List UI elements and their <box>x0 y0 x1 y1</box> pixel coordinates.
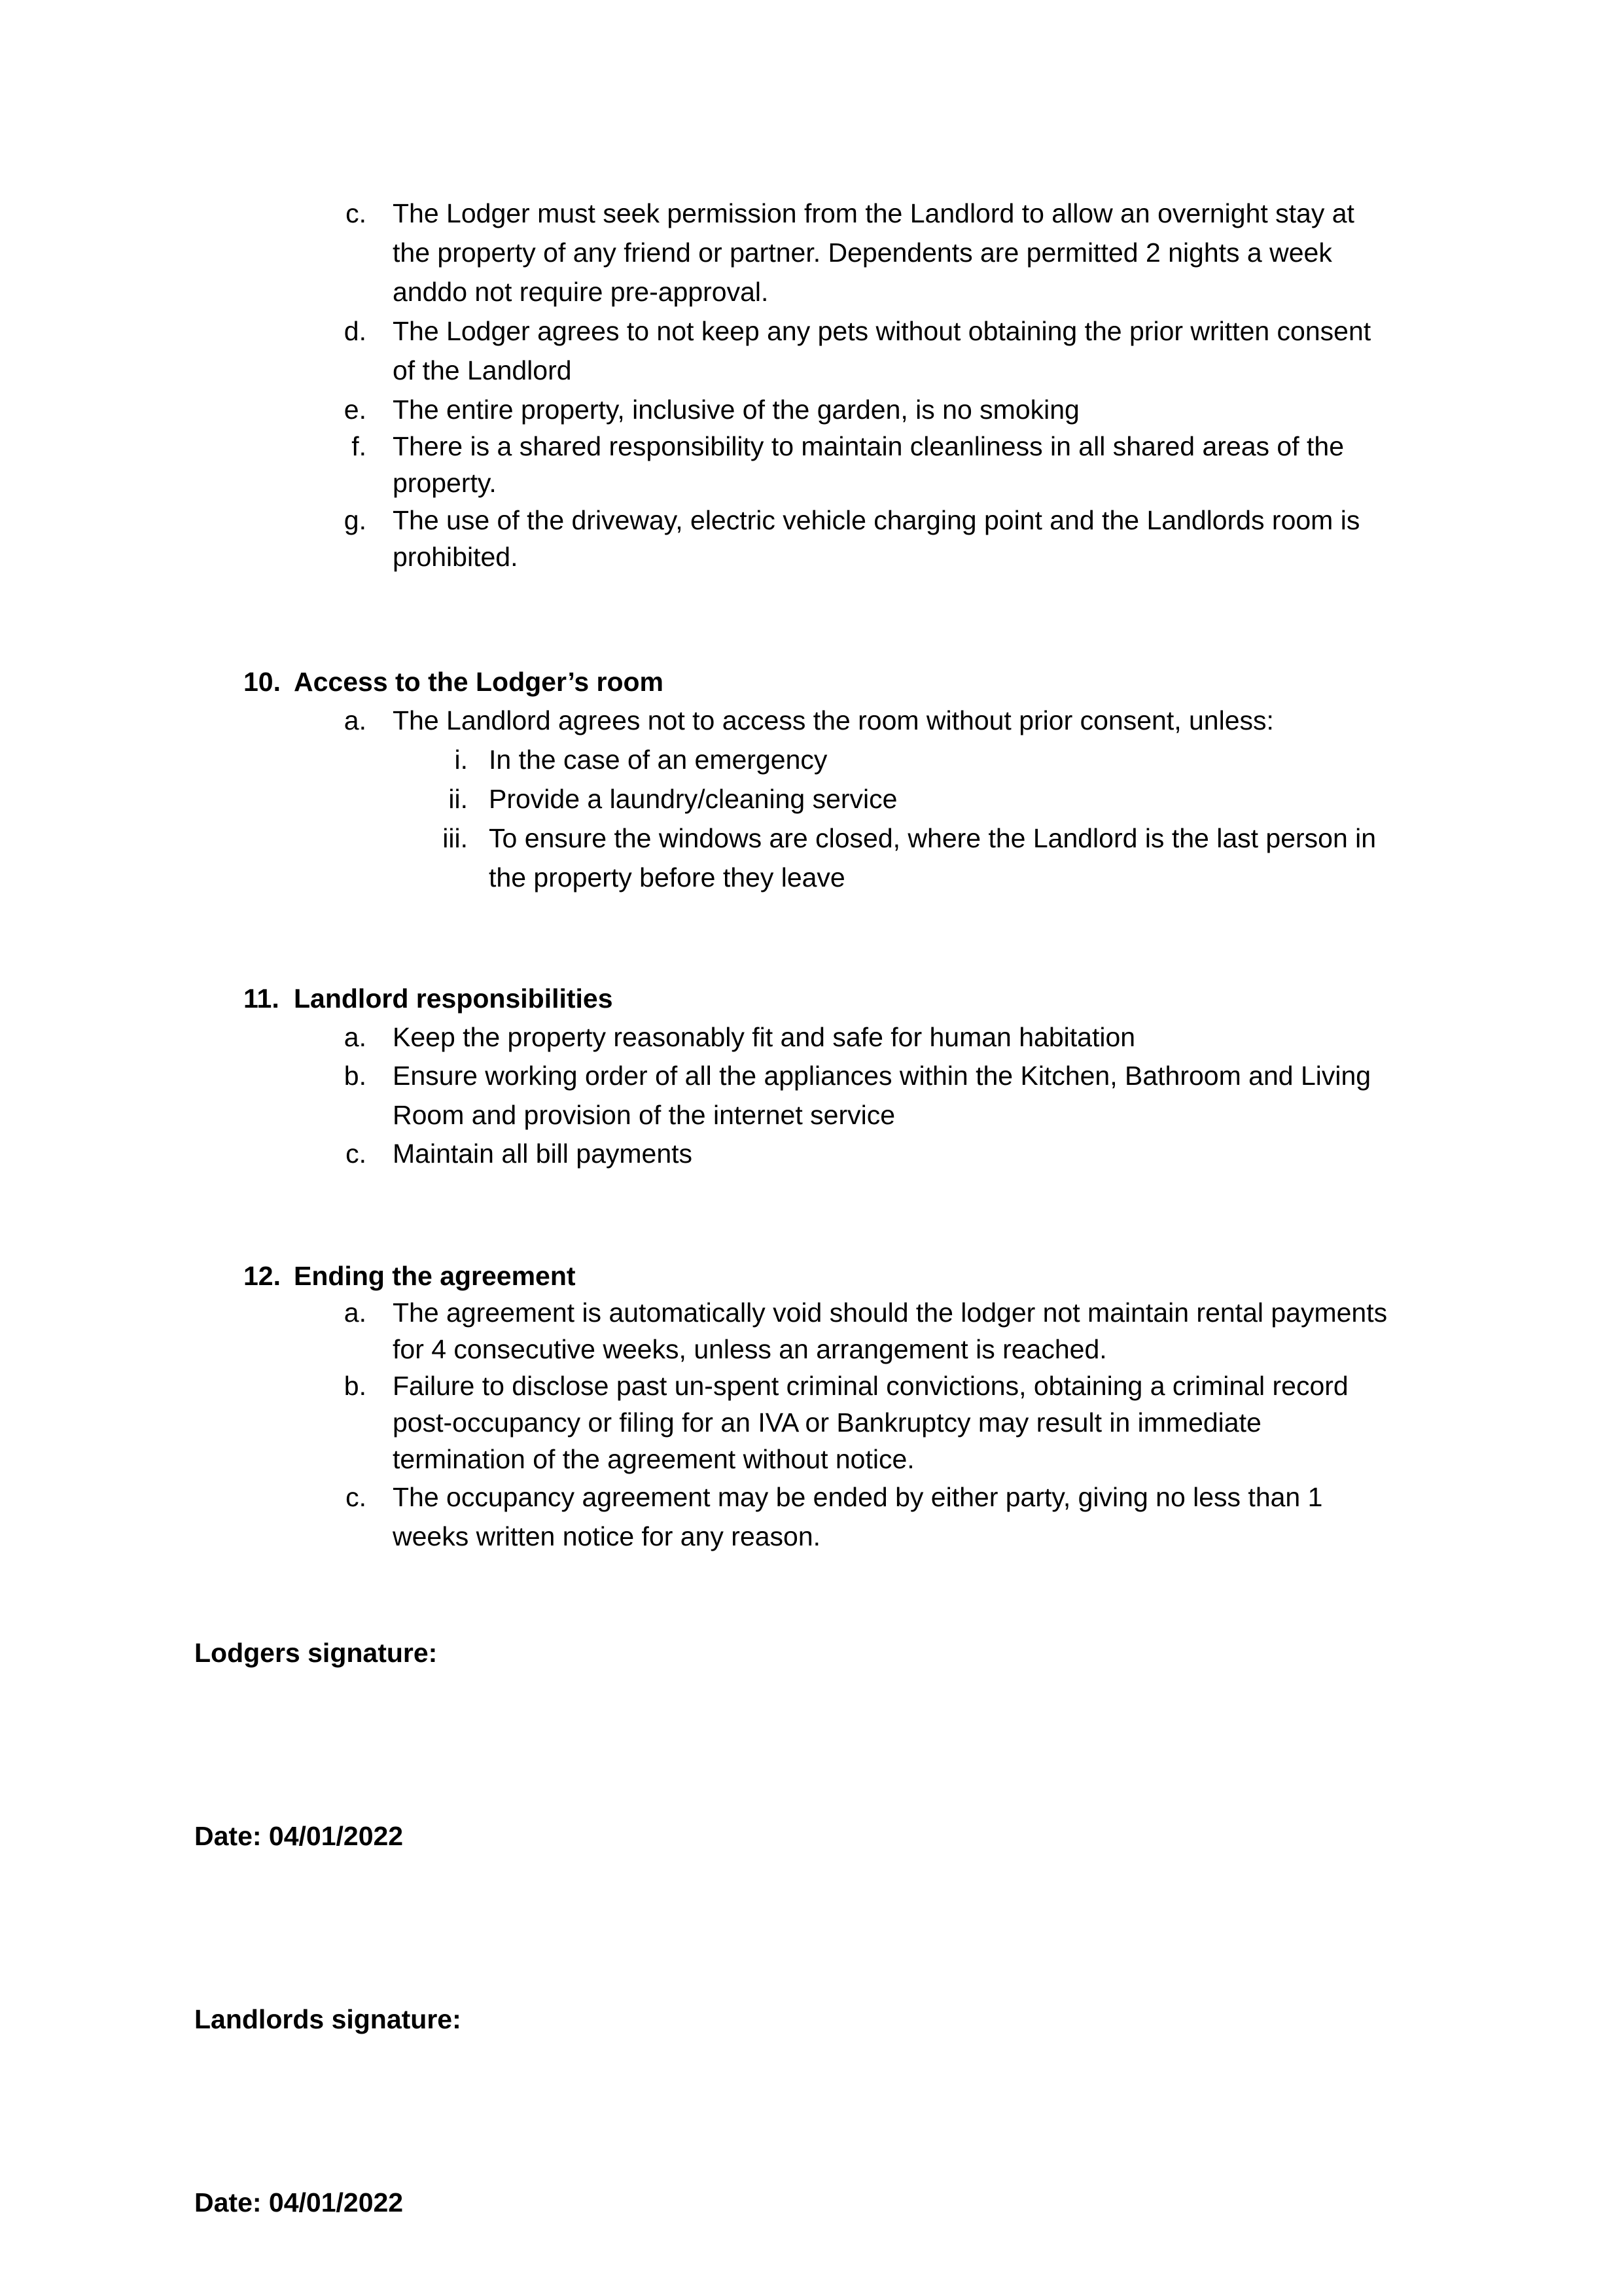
item-marker: e. <box>344 395 366 425</box>
item-text-line: prohibited. <box>393 542 518 572</box>
item-text-line: weeks written notice for any reason. <box>393 1521 821 1551</box>
item-text-line: Maintain all bill payments <box>393 1139 693 1169</box>
lodger-signature-date: Date: 04/01/2022 <box>194 1821 404 1851</box>
item-text-line: The agreement is automatically void should the lodger not maintain rental payments <box>393 1298 1388 1328</box>
lodger-signature-label: Lodgers signature: <box>194 1638 438 1668</box>
item-text-line: Keep the property reasonably fit and safe for human habitation <box>393 1022 1136 1052</box>
item-text-line: The Lodger must seek permission from the Landlord to allow an overnight stay at <box>393 198 1354 228</box>
item-marker: f. <box>351 431 366 461</box>
landlord-signature-label: Landlords signature: <box>194 2004 461 2034</box>
item-marker: d. <box>344 316 366 346</box>
item-marker: c. <box>345 1482 366 1512</box>
item-text-line: post-occupancy or filing for an IVA or Bankruptcy may result in immediate <box>393 1407 1262 1438</box>
subitem-text-line: In the case of an emergency <box>489 745 828 775</box>
item-text-line: Ensure working order of all the appliances within the Kitchen, Bathroom and Living <box>393 1061 1371 1091</box>
subitem-text-line: To ensure the windows are closed, where the Landlord is the last person in <box>489 823 1377 853</box>
item-marker: c. <box>345 1139 366 1169</box>
item-text-line: The occupancy agreement may be ended by either party, giving no less than 1 <box>393 1482 1323 1512</box>
item-text-line: The entire property, inclusive of the garden, is no smoking <box>393 395 1080 425</box>
item-marker: g. <box>344 505 366 535</box>
item-marker: a. <box>344 1022 366 1052</box>
section-heading: Landlord responsibilities <box>294 983 613 1014</box>
subitem-marker: iii. <box>442 823 468 853</box>
item-marker: c. <box>345 198 366 228</box>
landlord-signature-date: Date: 04/01/2022 <box>194 2187 404 2217</box>
section-number: 12. <box>243 1261 281 1291</box>
item-marker: b. <box>344 1061 366 1091</box>
item-marker: b. <box>344 1371 366 1401</box>
subitem-text-line: the property before they leave <box>489 862 845 892</box>
item-text-line: anddo not require pre-approval. <box>393 277 769 307</box>
item-text-line: Room and provision of the internet service <box>393 1100 896 1130</box>
section-heading: Ending the agreement <box>294 1261 576 1291</box>
item-marker: a. <box>344 705 366 735</box>
item-text-line: The Landlord agrees not to access the room without prior consent, unless: <box>393 705 1274 735</box>
subitem-text-line: Provide a laundry/cleaning service <box>489 784 898 814</box>
item-text-line: There is a shared responsibility to maintain cleanliness in all shared areas of the <box>393 431 1344 461</box>
item-text-line: property. <box>393 468 497 498</box>
item-text-line: termination of the agreement without notice. <box>393 1444 915 1474</box>
item-marker: a. <box>344 1298 366 1328</box>
section-heading: Access to the Lodger’s room <box>294 667 664 697</box>
item-text-line: the property of any friend or partner. Dependents are permitted 2 nights a week <box>393 238 1332 268</box>
item-text-line: of the Landlord <box>393 355 572 385</box>
item-text-line: for 4 consecutive weeks, unless an arrangement is reached. <box>393 1334 1107 1364</box>
subitem-marker: i. <box>454 745 468 775</box>
item-text-line: The use of the driveway, electric vehicle charging point and the Landlords room is <box>393 505 1360 535</box>
section-number: 10. <box>243 667 281 697</box>
subitem-marker: ii. <box>448 784 468 814</box>
item-text-line: Failure to disclose past un-spent criminal convictions, obtaining a criminal record <box>393 1371 1349 1401</box>
section-number: 11. <box>243 983 279 1014</box>
item-text-line: The Lodger agrees to not keep any pets without obtaining the prior written consent <box>393 316 1371 346</box>
